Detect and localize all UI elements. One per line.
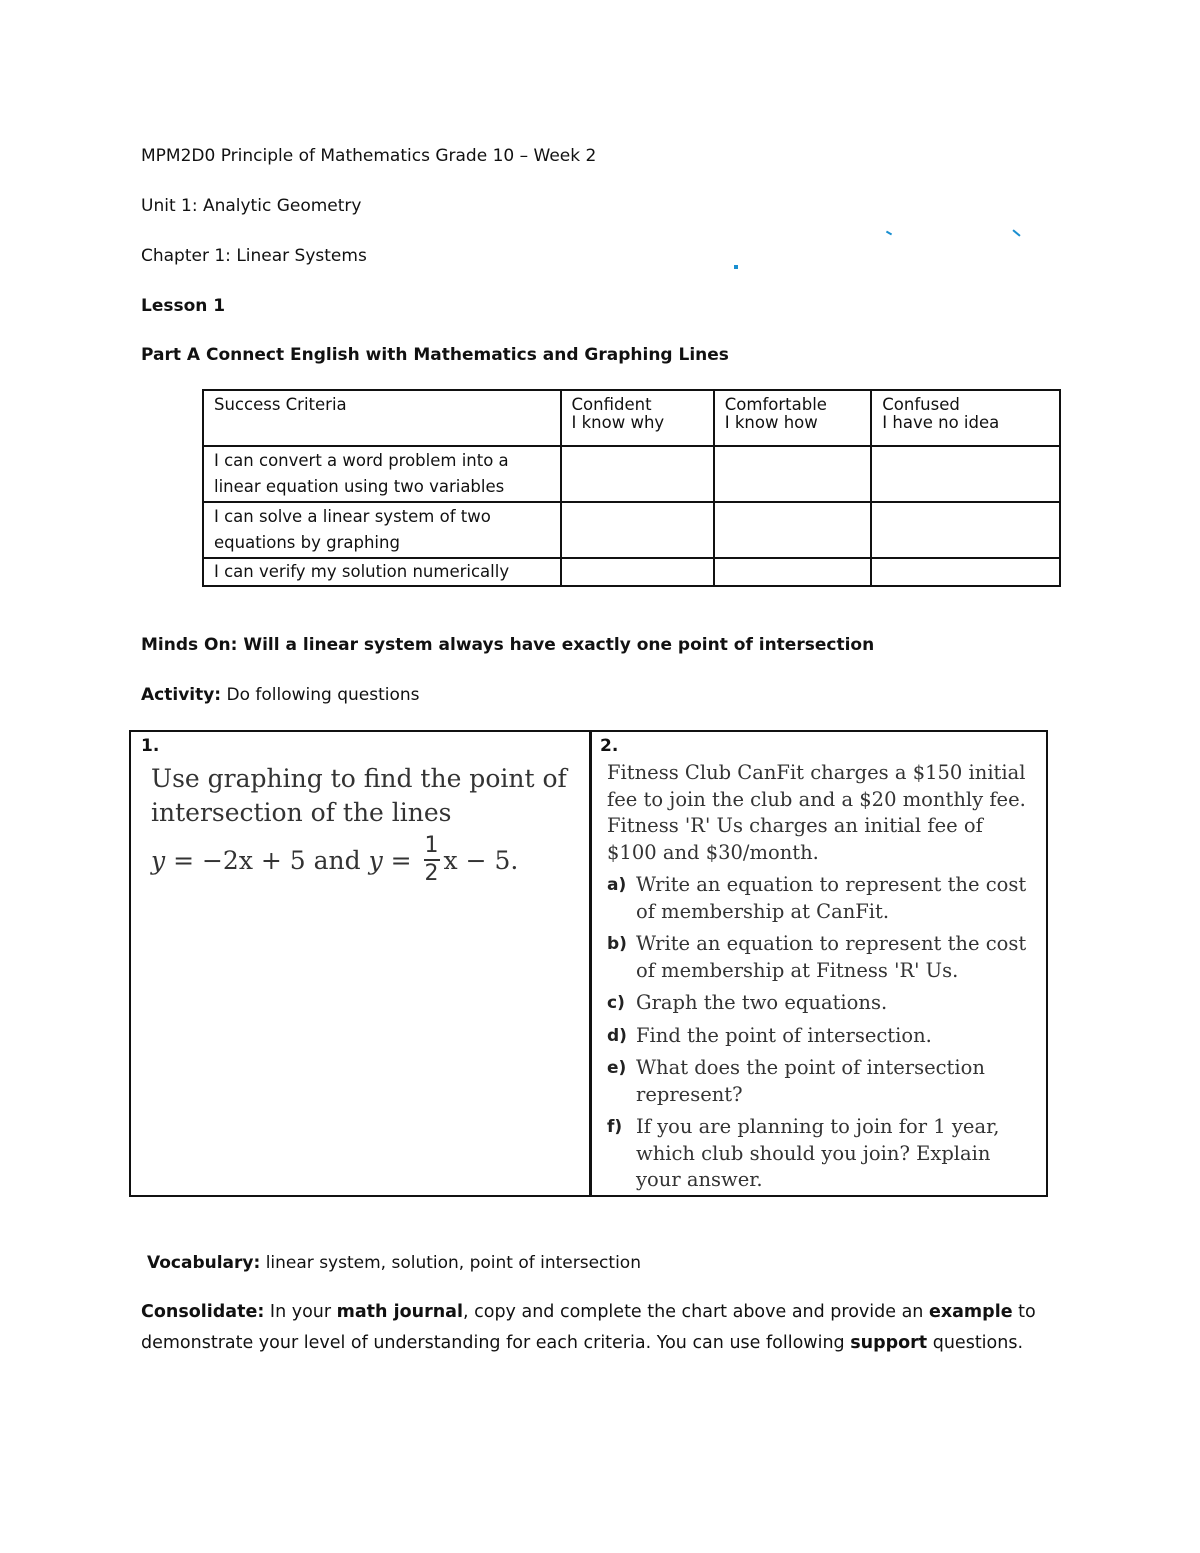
table-row — [203, 558, 1060, 586]
part-label: b) — [607, 934, 627, 954]
header-cell — [203, 390, 561, 446]
criteria-text: I can solve a linear system of two — [214, 507, 491, 526]
equation-text: = −2x + 5 and — [165, 845, 369, 875]
rating-cell[interactable] — [714, 502, 872, 558]
activity-label: Activity: — [141, 685, 222, 705]
table-row — [203, 446, 1060, 502]
question2-intro: Fitness Club CanFit charges a $150 initial fee to join the club and a $20 monthly fee. Fitness 'R' Us charges an initial fee of $100 and $30/month. — [607, 761, 1026, 864]
lesson-title: Lesson 1 — [141, 296, 226, 316]
question1-equation — [151, 834, 518, 886]
rating-cell[interactable] — [714, 558, 872, 586]
table-row — [203, 502, 1060, 558]
unit-title: Unit 1: Analytic Geometry — [141, 196, 362, 216]
part-label: d) — [607, 1025, 627, 1046]
header-cell — [714, 390, 872, 446]
question2-part — [607, 931, 1037, 984]
part-text: Find the point of intersection. — [636, 1023, 932, 1047]
part-text: Write an equation to represent the cost of membership at CanFit. — [636, 873, 1027, 923]
vocabulary-text: linear system, solution, point of intersection — [260, 1253, 641, 1273]
minds-on-line — [141, 634, 874, 656]
equation-variable: y — [151, 845, 166, 875]
part-text: Graph the two equations. — [636, 991, 888, 1014]
question1-line: Use graphing to find the point of — [151, 764, 567, 793]
part-label: f) — [607, 1117, 623, 1137]
criteria-text: linear equation using two variables — [214, 477, 505, 496]
criteria-text: I can verify my solution numerically — [214, 562, 510, 581]
chapter-title: Chapter 1: Linear Systems — [141, 246, 367, 266]
blue-mark — [1012, 229, 1020, 236]
consolidate-label: Consolidate: — [141, 1302, 265, 1322]
vocabulary-line — [147, 1252, 641, 1274]
header-label: Comfortable — [724, 395, 827, 414]
activity-text: Do following questions — [221, 685, 420, 705]
question2-part — [607, 872, 1037, 925]
consolidate-emphasis: math journal — [336, 1302, 463, 1322]
rating-cell[interactable] — [561, 446, 714, 502]
header-label: Confused — [882, 395, 960, 414]
vocabulary-label: Vocabulary: — [147, 1253, 261, 1273]
consolidate-text: to — [1012, 1302, 1036, 1322]
header-sublabel: I have no idea — [882, 413, 1000, 432]
question2-part — [607, 990, 1037, 1017]
criteria-text: I can convert a word problem into a — [214, 451, 509, 470]
table-header-row — [203, 390, 1060, 446]
part-text: If you are planning to join for 1 year, which club should you join? Explain your answer. — [636, 1115, 1000, 1191]
question2-text — [607, 760, 1037, 1194]
part-title: Part A Connect English with Mathematics and Graphing Lines — [141, 345, 729, 365]
minds-on-text: Will a linear system always have exactly one point of intersection — [237, 635, 875, 655]
header-cell — [561, 390, 714, 446]
course-title: MPM2D0 Principle of Mathematics Grade 10 – Week 2 — [141, 146, 597, 166]
part-label: e) — [607, 1058, 627, 1078]
criteria-cell — [203, 446, 561, 502]
consolidate-text: In your — [264, 1302, 337, 1322]
fraction-numerator: 1 — [424, 833, 439, 858]
success-criteria-table — [202, 389, 1061, 587]
part-label: c) — [607, 993, 625, 1013]
question2-part — [607, 1023, 1037, 1050]
equation-variable: y — [368, 845, 383, 875]
equation-text: = — [382, 845, 420, 875]
criteria-cell — [203, 502, 561, 558]
rating-cell[interactable] — [871, 446, 1060, 502]
question1-line: intersection of the lines — [151, 798, 452, 827]
rating-cell[interactable] — [561, 502, 714, 558]
criteria-cell — [203, 558, 561, 586]
consolidate-line — [141, 1301, 1036, 1323]
blue-mark — [734, 265, 738, 269]
column-divider — [589, 732, 592, 1195]
blue-mark — [886, 231, 892, 236]
consolidate-emphasis: support — [850, 1333, 928, 1353]
question-number: 1. — [141, 736, 160, 756]
header-label: Confident — [571, 395, 652, 414]
question1-text — [151, 762, 567, 830]
header-sublabel: I know why — [571, 413, 665, 432]
consolidate-emphasis: example — [928, 1302, 1013, 1322]
rating-cell[interactable] — [561, 558, 714, 586]
minds-on-label: Minds On: — [141, 635, 238, 655]
criteria-text: equations by graphing — [214, 533, 400, 552]
consolidate-text: questions. — [927, 1333, 1024, 1353]
fraction-denominator: 2 — [424, 861, 439, 886]
header-label: Success Criteria — [214, 395, 347, 414]
header-sublabel: I know how — [724, 413, 818, 432]
equation-text: x − 5. — [443, 845, 519, 875]
activity-line — [141, 684, 420, 706]
question2-part — [607, 1114, 1037, 1194]
question-number: 2. — [600, 736, 619, 756]
part-text: Write an equation to represent the cost of membership at Fitness 'R' Us. — [636, 932, 1027, 982]
activity-table — [129, 730, 1048, 1197]
rating-cell[interactable] — [871, 558, 1060, 586]
header-cell — [871, 390, 1060, 446]
part-label: a) — [607, 875, 627, 895]
equation-fraction — [424, 834, 440, 886]
part-text: What does the point of intersection represent? — [636, 1056, 985, 1106]
consolidate-line-2 — [141, 1332, 1023, 1354]
consolidate-text: , copy and complete the chart above and provide an — [462, 1302, 929, 1322]
rating-cell[interactable] — [714, 446, 872, 502]
consolidate-text: demonstrate your level of understanding for each criteria. You can use following — [141, 1333, 851, 1353]
rating-cell[interactable] — [871, 502, 1060, 558]
question2-part — [607, 1055, 1037, 1108]
